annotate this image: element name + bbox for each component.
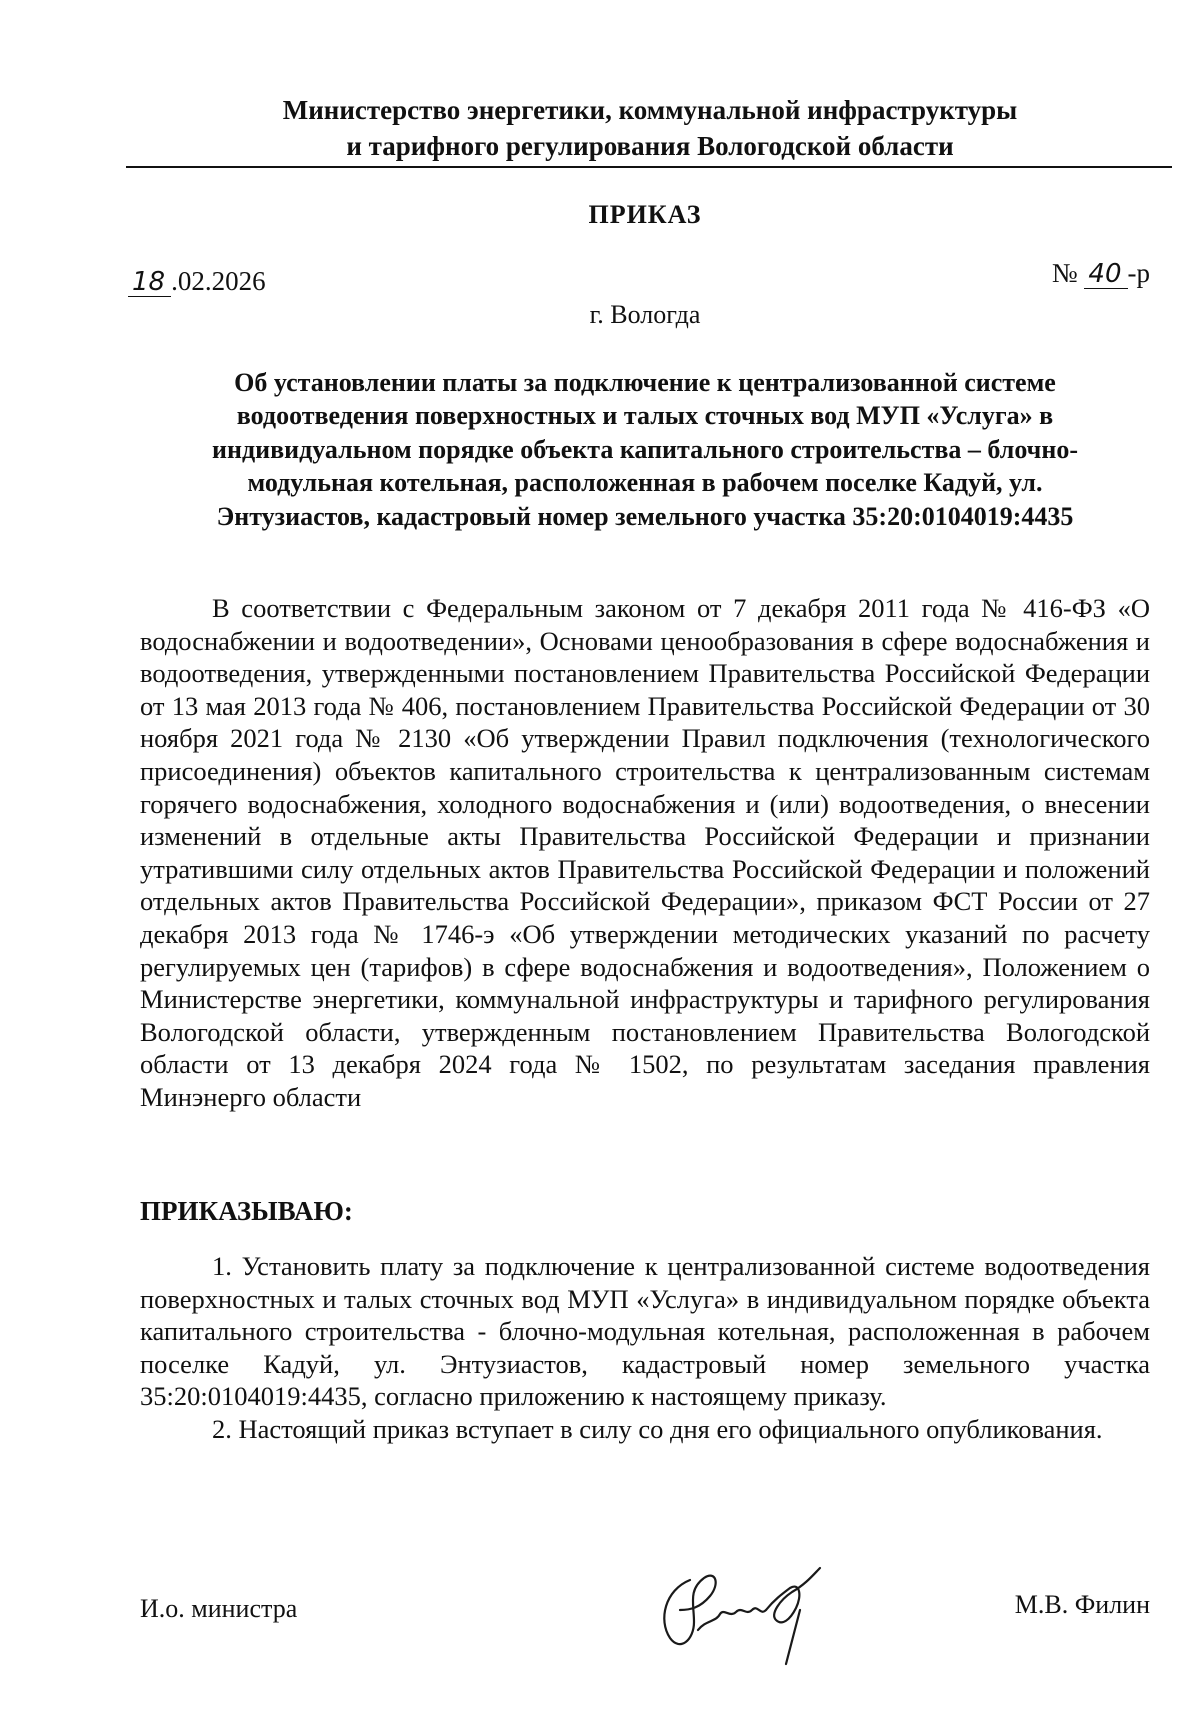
document-title: ПРИКАЗ [588, 200, 702, 229]
number-prefix: № [1051, 258, 1078, 288]
signatory-position: И.о. министра [140, 1594, 298, 1623]
ministry-header-line-1: Министерство энергетики, коммунальной инфраструктуры [282, 95, 1018, 125]
document-city: г. Вологда [589, 300, 701, 329]
preamble-paragraph: В соответствии с Федеральным законом от 7 декабря 2011 года № 416-ФЗ «О водоснабжении и водоотведении», Основами ценообразования в сфере водоснабжения и водоотведения, утвержденными постановлением Правительства Российской Федерации от 13 мая 2013 года № 406, постановлением Правительства Российской Федерации от 30 ноября 2021 года № 2130 «Об утверждении Правил подключения (технологического присоединения) объектов капитального строительства к централизованным системам горячего водоснабжения, холодного водоснабжения и (или) водоотведения, о внесении изменений в отдельные акты Правительства Российской Федерации и признании утратившими силу отдельных актов Правительства Российской Федерации и положений отдельных актов Правительства Российской Федерации», приказом ФСТ России от 27 декабря 2013 года № 1746-э «Об утверждении методических указаний по расчету регулируемых цен (тарифов) в сфере водоснабжения и водоотведения», Положением о Министерстве энергетики, коммунальной инфраструктуры и тарифного регулирования Вологодской области, утвержденным постановлением Правительства Вологодской области от 13 декабря 2024 года № 1502, по результатам заседания правления Минэнерго области [140, 593, 1150, 1112]
document-subject: Об установлении платы за подключение к централизованной системе водоотведения поверхностных и талых сточных вод МУП «Услуга» в индивидуальном порядке объекта капитального строительства – блочно-модульная котельная, расположенная в рабочем поселке Кадуй, ул. Энтузиастов, кадастровый номер земельного участка 35:20:0104019:4435 [212, 368, 1078, 531]
signatory-name: М.В. Филин [1014, 1590, 1150, 1619]
date-day-handwritten: 18 [128, 268, 171, 297]
order-word: ПРИКАЗЫВАЮ: [140, 1196, 353, 1226]
order-item-1: 1. Установить плату за подключение к централизованной системе водоотведения поверхностных и талых сточных вод МУП «Услуга» в индивидуальном порядке объекта капитального строительства - блочно-модульная котельная, расположенная в рабочем поселке Кадуй, ул. Энтузиастов, кадастровый номер земельного участка 35:20:0104019:4435, согласно приложению к настоящему приказу. [140, 1251, 1150, 1412]
ministry-header-line-2: и тарифного регулирования Вологодской области [346, 131, 954, 161]
date-rest: .02.2026 [171, 266, 266, 296]
preamble-block [140, 592, 1150, 1114]
document-number [1052, 258, 1150, 289]
document-date [128, 266, 266, 297]
number-value-handwritten: 40 [1084, 260, 1127, 289]
header-rule [126, 166, 1172, 168]
order-item-2: 2. Настоящий приказ вступает в силу со дня его официального опубликования. [212, 1413, 1103, 1444]
order-items [140, 1250, 1150, 1446]
number-suffix: -р [1127, 258, 1150, 288]
handwritten-signature [650, 1560, 850, 1670]
ministry-header [130, 92, 1170, 164]
